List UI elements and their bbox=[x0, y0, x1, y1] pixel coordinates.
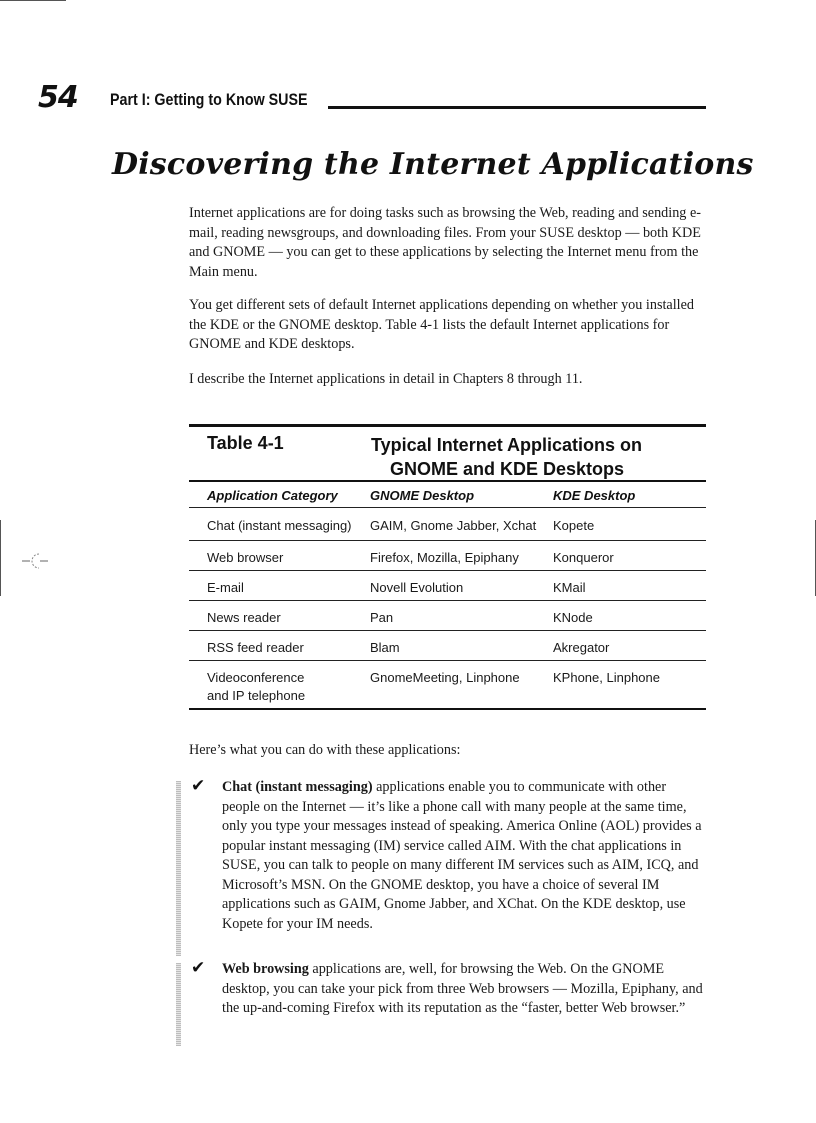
section-title: Discovering the Internet Applications bbox=[112, 147, 754, 182]
check-mark-icon: ✔ bbox=[191, 958, 206, 978]
cell-category-continued: and IP telephone bbox=[207, 688, 306, 703]
bullet-chat bbox=[222, 778, 707, 934]
cell-gnome: Blam bbox=[370, 640, 400, 655]
cell-kde: KMail bbox=[553, 580, 586, 595]
running-head: Part I: Getting to Know SUSE bbox=[110, 90, 308, 109]
row-rule bbox=[189, 540, 706, 541]
column-header-kde: KDE Desktop bbox=[553, 488, 636, 503]
table-bottom-rule bbox=[189, 708, 706, 710]
bullet-margin-bar bbox=[176, 781, 181, 956]
check-mark-icon: ✔ bbox=[191, 776, 206, 796]
table-title-line2: GNOME and KDE Desktops bbox=[390, 459, 625, 479]
cell-kde: KPhone, Linphone bbox=[553, 670, 660, 685]
bullet-web-lead: Web browsing bbox=[222, 961, 309, 977]
cell-gnome: GAIM, Gnome Jabber, Xchat bbox=[370, 518, 537, 533]
table-title bbox=[371, 433, 671, 481]
column-header-gnome: GNOME Desktop bbox=[370, 488, 475, 503]
table-top-rule bbox=[189, 424, 706, 427]
cell-gnome: Firefox, Mozilla, Epiphany bbox=[370, 550, 519, 565]
bullet-margin-bar bbox=[176, 963, 181, 1046]
registration-mark-icon bbox=[22, 550, 48, 572]
cell-kde: KNode bbox=[553, 610, 593, 625]
page-number: 54 bbox=[38, 80, 78, 115]
column-header-category: Application Category bbox=[207, 488, 338, 503]
bullet-chat-text: applications enable you to communicate with other people on the Internet — it’s like a phone call with many people at the same time, only you type your messages instead of speaking. America Online (AOL) provides a popular instant messaging (IM) service called AIM. With the chat applications in SUSE, you can talk to people on many different IM services such as AIM, ICQ, and Microsoft’s MSN. On the GNOME desktop, you have a choice of several IM applications such as GAIM, Gnome Jabber, and XChat. On the KDE desktop, use Kopete for your IM needs. bbox=[222, 779, 702, 932]
header-rule bbox=[328, 106, 706, 109]
cell-gnome: Pan bbox=[370, 610, 394, 625]
cell-kde: Akregator bbox=[553, 640, 610, 655]
bullet-chat-lead: Chat (instant messaging) bbox=[222, 779, 373, 795]
cell-category: News reader bbox=[207, 610, 281, 625]
crop-mark-left bbox=[0, 520, 1, 596]
crop-mark-top bbox=[0, 0, 66, 1]
cell-category: Web browser bbox=[207, 550, 284, 565]
cell-gnome: GnomeMeeting, Linphone bbox=[370, 670, 520, 685]
row-rule bbox=[189, 630, 706, 631]
row-rule bbox=[189, 600, 706, 601]
cell-gnome: Novell Evolution bbox=[370, 580, 464, 595]
header-rule bbox=[189, 507, 706, 508]
cell-kde: Kopete bbox=[553, 518, 595, 533]
table-title-line1: Typical Internet Applications on bbox=[371, 435, 643, 455]
paragraph-applications-intro: Here’s what you can do with these applications: bbox=[189, 742, 461, 758]
bullet-web bbox=[222, 960, 707, 1019]
paragraph-defaults: You get different sets of default Internet applications depending on whether you installed the KDE or the GNOME desktop. Table 4-1 lists the default Internet applications for GNOME and KDE desktops. bbox=[189, 297, 694, 352]
bullet-web-text: applications are, well, for browsing the Web. On the GNOME desktop, you can take your pick from three Web browsers — Mozilla, Epiphany, and the up-and-coming Firefox with its reputation as the “faster, better Web browser.” bbox=[222, 961, 703, 1016]
row-rule bbox=[189, 570, 706, 571]
paragraph-chapters: I describe the Internet applications in detail in Chapters 8 through 11. bbox=[189, 371, 583, 387]
table-title-rule bbox=[189, 480, 706, 482]
table-label: Table 4-1 bbox=[207, 433, 284, 453]
cell-category: Chat (instant messaging) bbox=[207, 518, 352, 533]
cell-category: E-mail bbox=[207, 580, 244, 595]
paragraph-intro: Internet applications are for doing tasks such as browsing the Web, reading and sending e-mail, reading newsgroups, and downloading files. From your SUSE desktop — both KDE and GNOME — you can get to these applications by selecting the Internet menu from the Main menu. bbox=[189, 205, 701, 280]
cell-kde: Konqueror bbox=[553, 550, 614, 565]
row-rule bbox=[189, 660, 706, 661]
cell-category: Videoconference bbox=[207, 670, 305, 685]
cell-category: RSS feed reader bbox=[207, 640, 304, 655]
